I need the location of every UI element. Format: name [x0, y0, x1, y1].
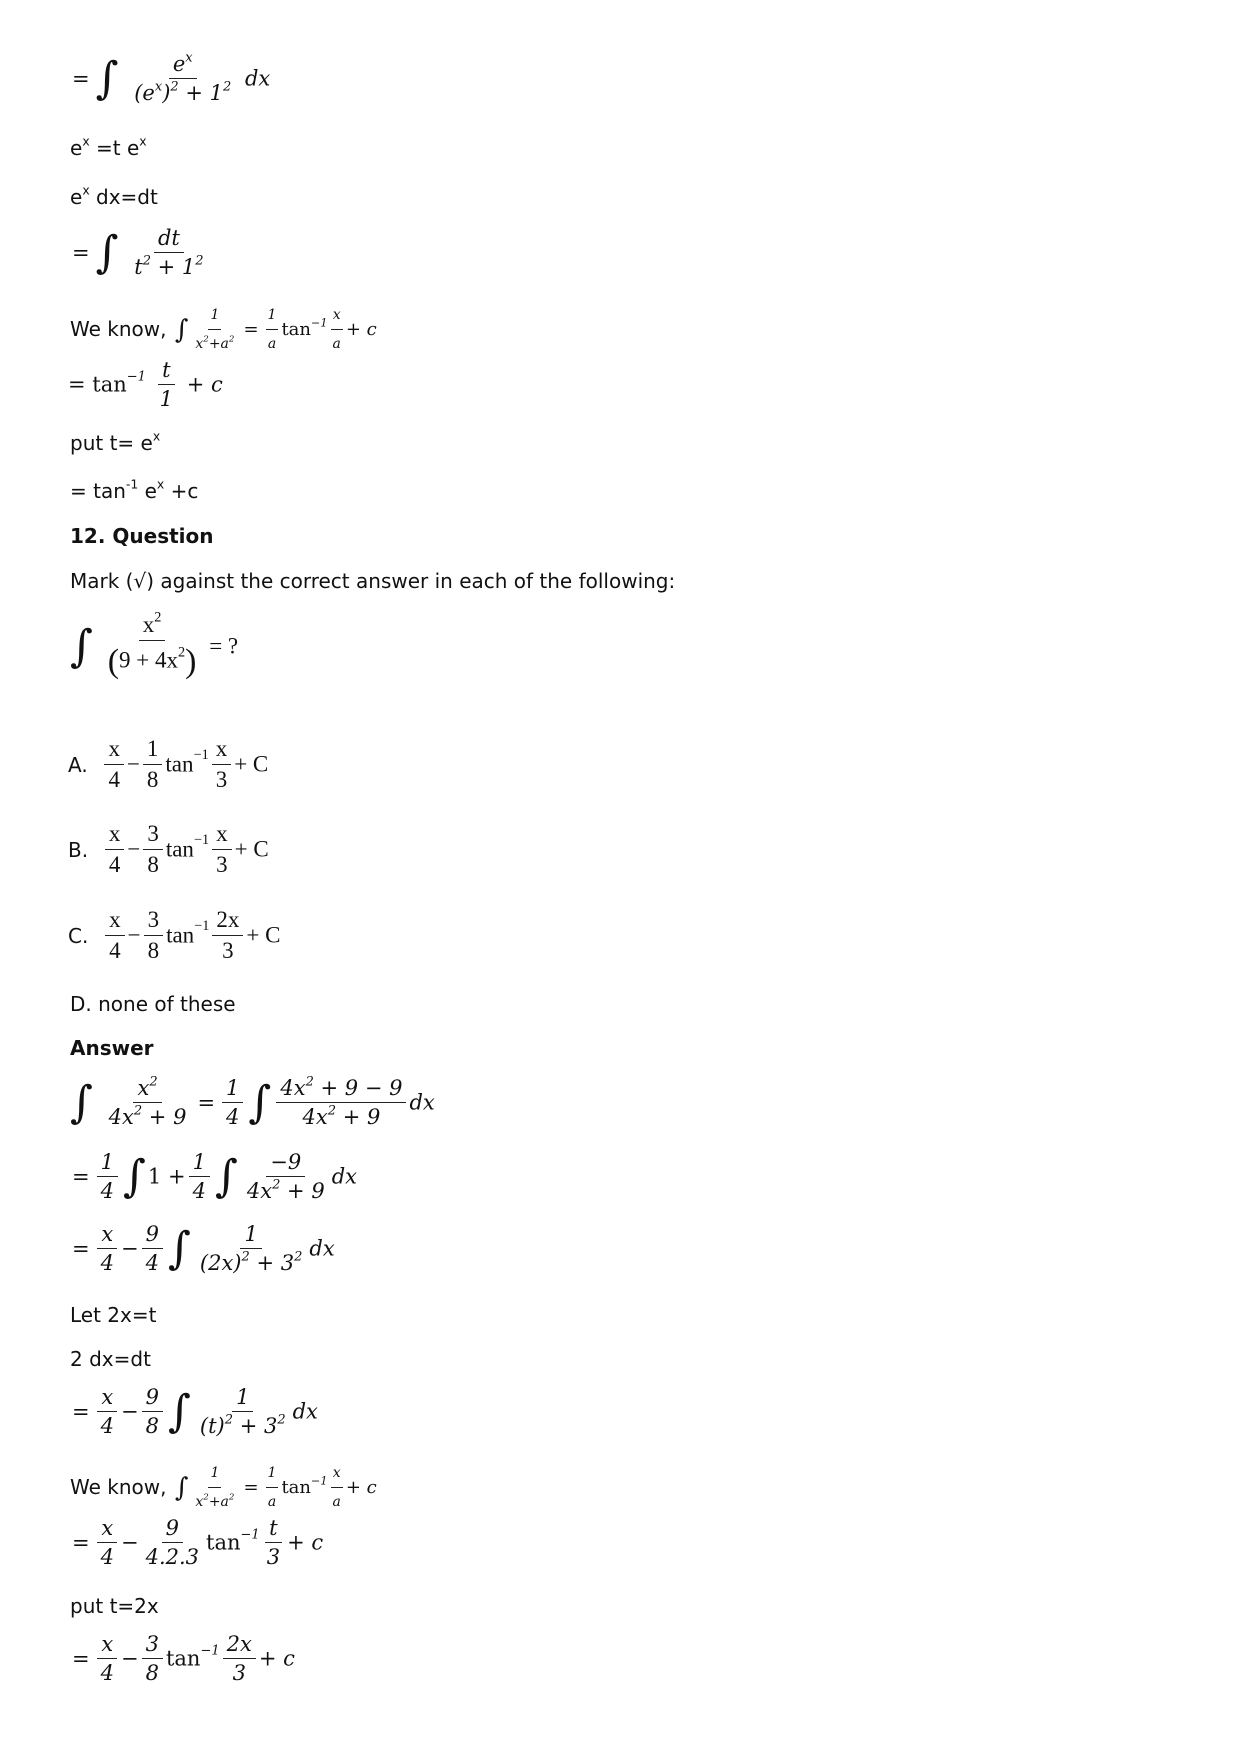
- integral-sign: ∫: [122, 1150, 146, 1202]
- answer-step-1: ∫ $\frac{x^2}{4x^2 + 9}$ = $\frac{1}{4}$ ∫ $\frac{4x^2 + 9 - 9}{4x^2 + 9}$ dx: [70, 1074, 435, 1129]
- equation-step-1: = ∫ $\frac{e^x}{(e^x)^2 + 1^2}$ dx: [72, 50, 271, 105]
- fraction: $\frac{e^x}{(e^x)^2 + 1^2}$: [134, 50, 232, 105]
- put-line: put $t= e^x$: [70, 428, 161, 455]
- integral-sign: ∫: [70, 620, 93, 672]
- question-prompt: Mark (√) against the correct answer in each of the following:: [70, 569, 676, 593]
- let-line: Let 2x=t: [70, 1303, 157, 1327]
- question-integral: ∫ $\frac{x^2}{(9 + 4x^2)}$ = ?: [70, 609, 239, 680]
- option-a[interactable]: A. $\frac{x}{4}$ − $\frac{1}{8}$ $\tan^{-1}$ $\frac{x}{3}$ + C: [68, 736, 269, 792]
- result-line: = $\tan^{-1} e^x +c$: [70, 476, 199, 503]
- fraction: $\frac{dt}{t^2 + 1^2}$: [134, 226, 204, 279]
- integral-sign: ∫: [167, 1385, 191, 1437]
- answer-step-5: = $\frac{x}{4}$ − $\frac{9}{4.2.3}$ $\tan^{-1}$ $\frac{t}{3}$ + c: [72, 1516, 324, 1569]
- substitution-line: $e^x =t$ $e^x$: [70, 133, 147, 160]
- answer-heading: Answer: [70, 1036, 154, 1060]
- integral-sign: ∫: [214, 1150, 238, 1202]
- question-heading: 12. Question: [70, 524, 214, 548]
- integral-sign: ∫: [95, 52, 119, 104]
- option-d[interactable]: D. none of these: [70, 992, 236, 1016]
- integral-sign: ∫: [174, 314, 189, 345]
- answer-step-2: = $\frac{1}{4}$ ∫1 + $\frac{1}{4}$ ∫ $\frac{-9}{4x^2 + 9}$ dx: [72, 1150, 357, 1203]
- answer-step-3: = $\frac{x}{4}$ − $\frac{9}{4}$ ∫ $\frac{1}{(2x)^2 + 3^2}$ dx: [72, 1222, 335, 1275]
- integral-sign: ∫: [95, 226, 119, 278]
- answer-step-4: = $\frac{x}{4}$ − $\frac{9}{8}$ ∫ $\frac{1}{(t)^2 + 3^2}$ dx: [72, 1385, 318, 1438]
- integral-sign: ∫: [167, 1222, 191, 1274]
- equation-step-3: = $\tan^{-1}$ $\frac{t}{1}$ + c: [68, 358, 223, 411]
- known-formula-line: We know, ∫ $\frac{1}{x^2+a^2}$ = $\frac{1}{a}$ $\tan^{-1}$ $\frac{x}{a}$ + c: [70, 1460, 377, 1515]
- integral-sign: ∫: [174, 1472, 189, 1503]
- put-line: put t=2x: [70, 1594, 159, 1618]
- answer-final: = $\frac{x}{4}$ − $\frac{3}{8}$ $\tan^{-1}$ $\frac{2x}{3}$ + c: [72, 1632, 295, 1685]
- option-c[interactable]: C. $\frac{x}{4}$ − $\frac{3}{8}$ $\tan^{-1}$ $\frac{2x}{3}$ + C: [68, 907, 281, 963]
- differential-line: $e^x$ dx=dt: [70, 182, 158, 209]
- integral-sign: ∫: [248, 1076, 272, 1128]
- equation-step-2: = ∫ $\frac{dt}{t^2 + 1^2}$: [68, 226, 211, 279]
- integral-sign: ∫: [70, 1076, 93, 1128]
- option-b[interactable]: B. $\frac{x}{4}$ − $\frac{3}{8}$ $\tan^{-1}$ $\frac{x}{3}$ + C: [68, 821, 269, 877]
- differential-line: 2 dx=dt: [70, 1347, 151, 1371]
- known-formula-line: We know, ∫ $\frac{1}{x^2+a^2}$ = $\frac{1}{a}$ $\tan^{-1}$ $\frac{x}{a}$ + c: [70, 302, 377, 357]
